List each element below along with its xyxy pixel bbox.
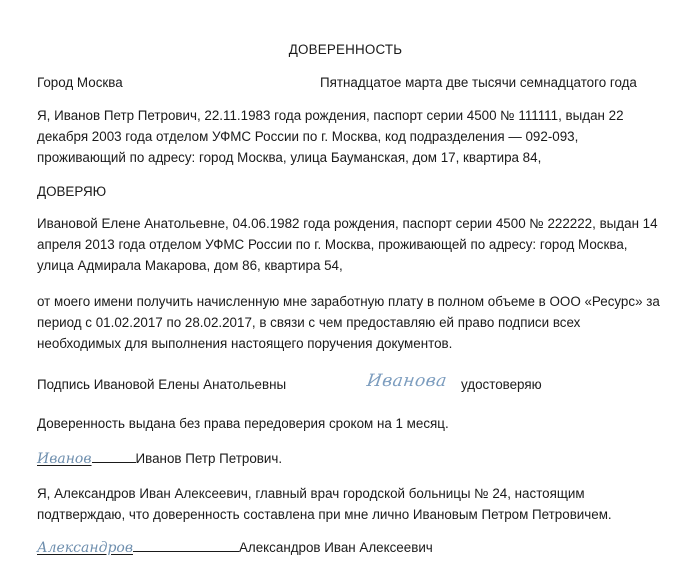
certify-word: удостоверяю xyxy=(461,377,542,392)
certification-paragraph xyxy=(37,483,612,525)
purpose-line: необходимых для выполнения настоящего поручения документов. xyxy=(37,336,453,351)
signature-blank-line xyxy=(133,539,239,552)
attorney-line: Ивановой Елене Анатольевне, 04.06.1982 года рождения, паспорт серии 4500 № 222222, выдан 14 xyxy=(37,216,658,231)
principal-line: проживающий по адресу: город Москва, улица Бауманская, дом 17, квартира 84, xyxy=(37,150,542,165)
attorney-paragraph xyxy=(37,213,658,276)
doctor-handwritten-signature: Александров xyxy=(37,540,133,556)
principal-paragraph xyxy=(37,105,624,168)
principal-line: Я, Иванов Петр Петрович, 22.11.1983 года рождения, паспорт серии 4500 № 111111, выдан 22 xyxy=(37,108,624,123)
trust-word: ДОВЕРЯЮ xyxy=(37,184,107,199)
attorney-handwritten-signature: Иванова xyxy=(365,371,449,391)
attorney-line: улица Адмирала Макарова, дом 86, квартира 54, xyxy=(37,258,343,273)
city: Город Москва xyxy=(37,75,123,90)
signature-blank-line xyxy=(92,450,136,463)
principal-name: Иванов Петр Петрович. xyxy=(135,451,283,466)
doctor-name: Александров Иван Алексеевич xyxy=(238,540,433,555)
principal-line: декабря 2003 года отделом УФМС России по г. Москва, код подразделения — 092-093, xyxy=(37,129,579,144)
document-title: ДОВЕРЕННОСТЬ xyxy=(288,42,403,57)
purpose-line: период с 01.02.2017 по 28.02.2017, в связи с чем предоставляю ей право подписи всех xyxy=(37,315,581,330)
attorney-line: апреля 2013 года отделом УФМС России по г. Москва, проживающей по адресу: город Москва, xyxy=(37,237,628,252)
purpose-line: от моего имени получить начисленную мне заработную плату в полном объеме в ООО «Ресурс» за xyxy=(37,294,660,309)
principal-handwritten-signature: Иванов xyxy=(37,451,92,467)
validity-statement: Доверенность выдана без права передоверия сроком на 1 месяц. xyxy=(37,416,449,431)
certification-line: подтверждаю, что доверенность составлена при мне лично Ивановым Петром Петровичем. xyxy=(37,507,612,522)
doctor-signature-line xyxy=(37,539,433,556)
purpose-paragraph xyxy=(37,291,660,354)
document-date: Пятнадцатое марта две тысячи семнадцатого года xyxy=(320,75,637,90)
principal-signature-line xyxy=(37,450,282,467)
signature-attest-label: Подпись Ивановой Елены Анатольевны xyxy=(37,377,287,392)
certification-line: Я, Александров Иван Алексеевич, главный врач городской больницы № 24, настоящим xyxy=(37,486,585,501)
